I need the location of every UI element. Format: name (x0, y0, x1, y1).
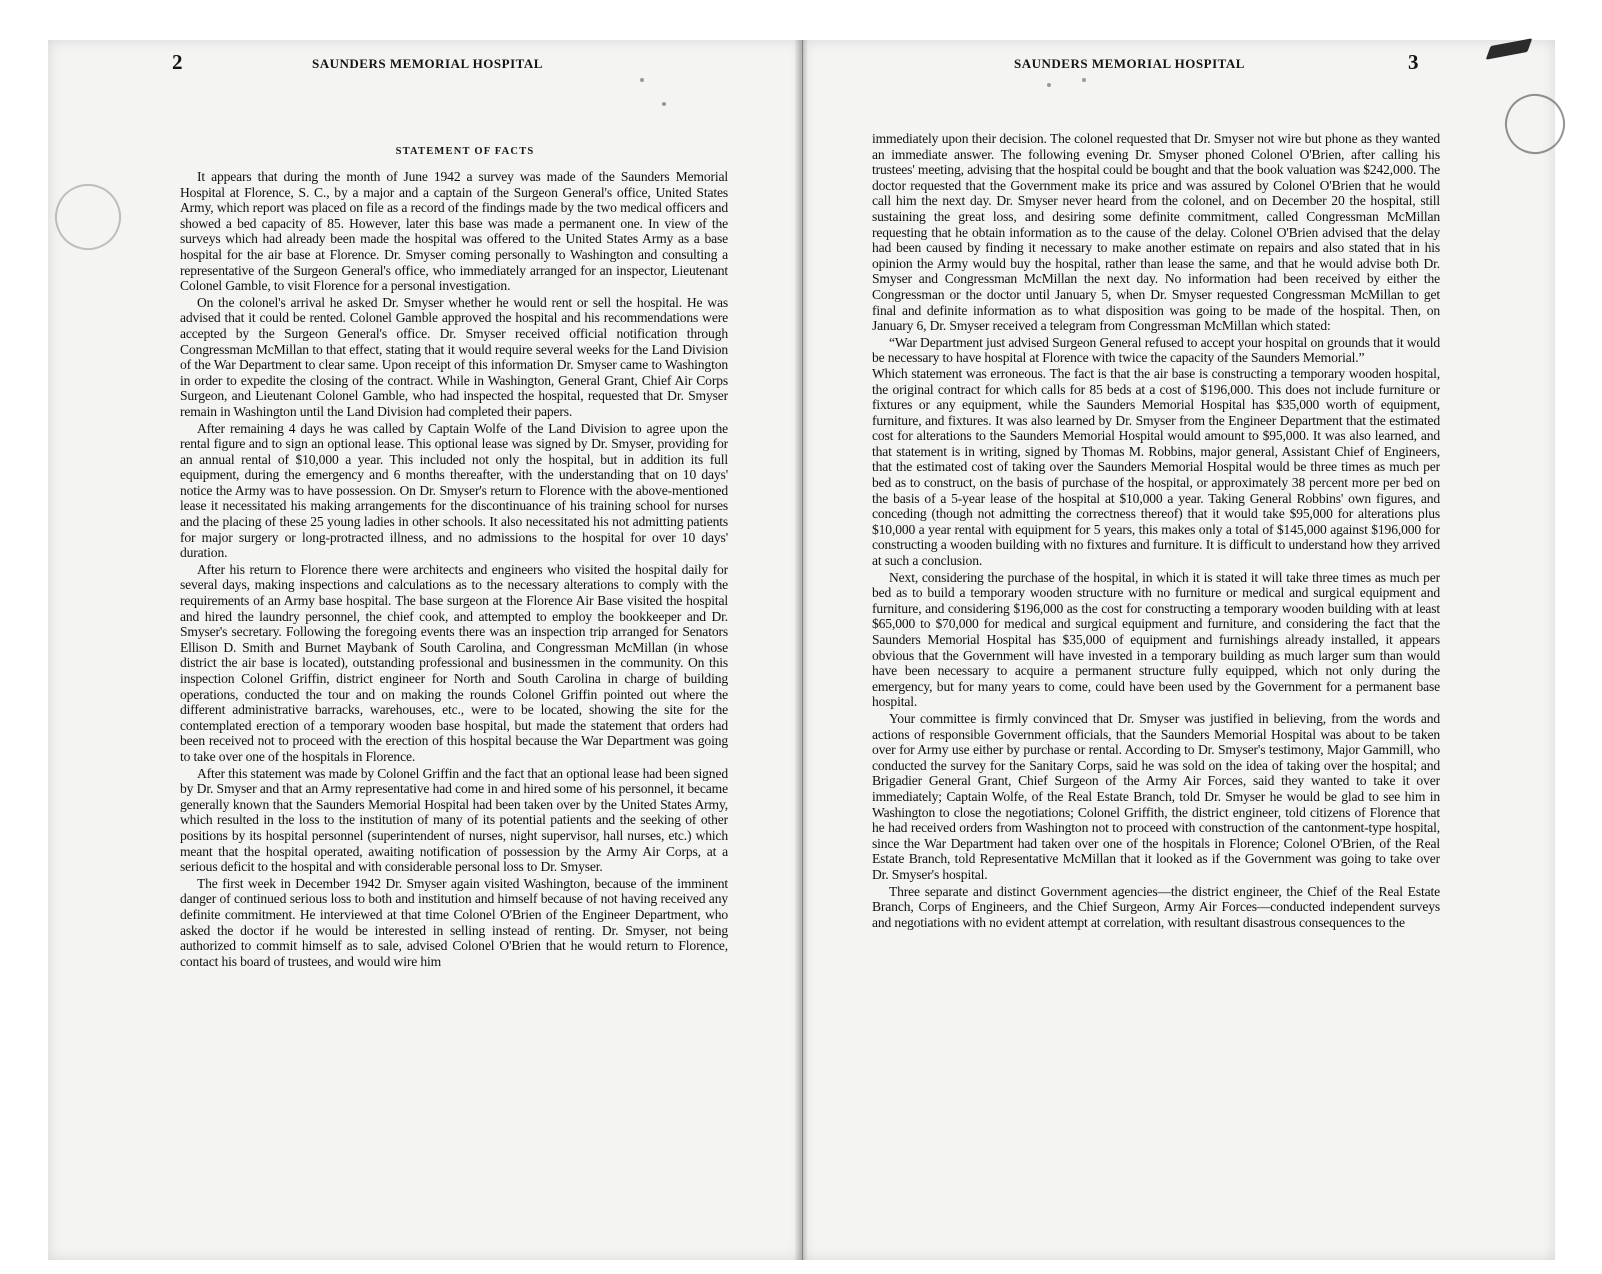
section-heading-text: STATEMENT OF FACTS (395, 146, 535, 157)
paragraph: After his return to Florence there were architects and engineers who visited the hospital daily for several days, making inspections and calculations as to the necessary alterations to comply with the requirements of an Army base hospital. The base surgeon at the Florence Air Base visited the hospital and hired the laundry personnel, the chief cook, and attempted to employ the bookkeeper and Dr. Smyser's secretary. Following the foregoing events there was an inspection trip arranged for Senators Ellison D. Smith and Burnet Maybank of South Carolina, and Congressman McMillan (in whose district the air base is located), outstanding professional and businessmen in the community. On this inspection Colonel Griffin, district engineer for North and South Carolina in charge of building operations, conducted the tour and on making the rounds Colonel Griffin pointed out where the different administrative barracks, warehouses, etc., were to be located, showing the site for the contemplated erection of a temporary wooden base hospital, but made the statement that orders had been received not to proceed with the erection of this hospital because the War Department was going to take over one of the hospitals in Florence. (180, 561, 728, 764)
paragraph: On the colonel's arrival he asked Dr. Smyser whether he would rent or sell the hospital. He was advised that it could be rented. Colonel Gamble approved the hospital and his recommendations were accepted by the Surgeon General's office. Dr. Smyser received official notification through Congressman McMillan to that effect, stating that it would require several weeks for the Land Division of the War Department to clear same. Upon receipt of this information Dr. Smyser came to Washington in order to expedite the closing of the contract. While in Washington, General Grant, Chief Air Corps Surgeon, and Lieutenant Colonel Gamble, who had inspected the hospital, requested that Dr. Smyser remain in Washington until the Land Division had completed their papers. (180, 294, 728, 419)
running-head-right: SAUNDERS MEMORIAL HOSPITAL (1014, 56, 1245, 71)
paragraph: The first week in December 1942 Dr. Smyser again visited Washington, because of the imminent danger of continued serious loss to both and institution and himself because of not having received any definite commitment. He interviewed at that time Colonel O'Brien of the Engineer Department, who asked the doctor if he would be interested in selling instead of renting. Dr. Smyser, not being authorized to commit himself as to sale, advised Colonel O'Brien that he would return to Florence, contact his board of trustees, and would wire him (180, 875, 728, 969)
page-number-right: 3 (1408, 50, 1419, 74)
right-page-body (872, 131, 1440, 931)
staple-hole (1082, 78, 1086, 82)
paragraph: Three separate and distinct Government agencies—the district engineer, the Chief of the Real Estate Branch, Corps of Engineers, and the Chief Surgeon, Army Air Forces—conducted independent surveys and negotiations with no evident attempt at correlation, with resultant disastrous consequences to the (872, 883, 1440, 930)
staple-hole (662, 102, 666, 106)
paragraph: Your committee is firmly convinced that Dr. Smyser was justified in believing, from the words and actions of responsible Government officials, that the Saunders Memorial Hospital was about to be taken over for Army use either by purchase or rental. According to Dr. Smyser's testimony, Major Gammill, who conducted the survey for the Sanitary Corps, said he was sold on the idea of taking over the hospital; and Brigadier General Grant, Chief Surgeon of the Army Air Forces, said they wanted to take it over immediately; Captain Wolfe, of the Real Estate Branch, told Dr. Smyser he would be glad to see him in Washington to close the negotiations; Colonel Griffith, the district engineer, told citizens of Florence that he had received orders from Washington not to proceed with construction of the cantonment-type hospital, since the War Department had taken over one of the hospitals in Florence; Colonel O'Brien, of the Real Estate Branch, told Representative McMillan that it looked as if the Government was going to take over Dr. Smyser's hospital. (872, 710, 1440, 882)
page-number-left: 2 (172, 50, 183, 74)
paragraph: It appears that during the month of June 1942 a survey was made of the Saunders Memorial Hospital at Florence, S. C., by a major and a captain of the Surgeon General's office, United States Army, which report was placed on file as a record of the findings made by the two medical officers and showed a bed capacity of 85. However, later this base was made a permanent one. In view of the surveys which had already been made the hospital was offered to the United States Army as a base hospital for the air base at Florence. Dr. Smyser coming personally to Washington and consulting a representative of the Surgeon General's office, who immediately arranged for an inspector, Lieutenant Colonel Gamble, to visit Florence for a personal investigation. (180, 169, 728, 294)
paragraph: After remaining 4 days he was called by Captain Wolfe of the Land Division to agree upon the rental figure and to sign an optional lease. This optional lease was signed by Dr. Smyser, providing for an annual rental of $10,000 a year. This included not only the hospital, but in addition its full equipment, during the emergency and 6 months thereafter, with the understanding that on 10 days' notice the Army was to have possession. On Dr. Smyser's return to Florence with the above-mentioned lease it necessitated his making arrangements for the discontinuance of his training school for nurses and the placing of these 25 young ladies in other schools. It also necessitated his not admitting patients for major surgery or long-protracted illness, and no admissions to the hospital for over 10 days' duration. (180, 420, 728, 561)
telegram-quote: “War Department just advised Surgeon General refused to accept your hospital on grounds that it would be necessary to have hospital at Florence with twice the capacity of the Saunders Memorial.” (872, 334, 1440, 366)
left-page-body (180, 169, 728, 970)
paragraph: After this statement was made by Colonel Griffin and the fact that an optional lease had been signed by Dr. Smyser and that an Army representative had come in and hired some of his personnel, it became generally known that the Saunders Memorial Hospital had been taken over by the United States Army, which resulted in the loss to the institution of many of its potential patients and the seeking of other positions by its hospital personnel (superintendent of nurses, night supervisor, hall nurses, etc.) which meant that the hospital operated, awaiting notification of possession by the Army Air Corps, at a serious deficit to the hospital and with considerable personal loss to Dr. Smyser. (180, 765, 728, 875)
staple-hole (640, 78, 644, 82)
staple-hole (1047, 83, 1051, 87)
running-head-left: SAUNDERS MEMORIAL HOSPITAL (312, 56, 543, 71)
paragraph-continued: immediately upon their decision. The colonel requested that Dr. Smyser not wire but phone as they wanted an immediate answer. The following evening Dr. Smyser phoned Colonel O'Brien, after calling his trustees' meeting, advising that the hospital could be bought and that the book valuation was $242,000. The doctor requested that the Government make its price and was assured by Colonel O'Brien that he would call him the next day. Dr. Smyser never heard from the colonel, and on December 20 the hospital, still sustaining the great loss, and desiring some definite commitment, called Congressman McMillan requesting that he obtain information as to the cause of the delay. Colonel O'Brien advised that the delay had been caused by finding it necessary to make another estimate on repairs and also stated that in his opinion the Army would buy the hospital, rather than lease the same, and that he would advise both Dr. Smyser and Congressman McMillan the next day. No information had been received by either the Congressman or the doctor until January 5, when Dr. Smyser requested Congressman McMillan to get final and definite information as to what disposition was going to be made of the hospital. Then, on January 6, Dr. Smyser received a telegram from Congressman McMillan which stated: (872, 131, 1440, 334)
section-heading (48, 146, 802, 157)
paragraph: Which statement was erroneous. The fact is that the air base is constructing a temporary wooden hospital, the original contract for which calls for 85 beds at a cost of $196,000. This does not include furniture or fixtures or any equipment, while the Saunders Memorial Hospital has $35,000 worth of equipment, furniture, and fixtures. It was also learned by Dr. Smyser from the Engineer Department that the estimated cost for alterations to the Saunders Memorial Hospital would amount to $95,000. It was also learned, and that statement is in writing, signed by Thomas M. Robbins, major general, Assistant Chief of Engineers, that the estimated cost of taking over the Saunders Memorial Hospital would be three times as much per bed as to construct, on the basis of purchase of the hospital, or approximately 38 percent more per bed on the basis of a 5-year lease of the hospital at $10,000 a year. Taking General Robbins' own figures, and conceding (though not admitting the correctness thereof) that it would take $95,000 for alterations plus $10,000 a year rental with equipment for 5 years, this makes only a total of $145,000 against $196,000 for constructing a wooden building with no fixtures and furniture. It is difficult to understand how they arrived at such a conclusion. (872, 365, 1440, 569)
book-gutter (794, 40, 808, 1260)
paragraph: Next, considering the purchase of the hospital, in which it is stated it will take three times as much per bed as to build a temporary wooden structure with no furniture or medical and surgical equipment and furniture, and considering $196,000 as the cost for constructing a temporary wooden building with at least $65,000 to $70,000 for medical and surgical equipment and furniture, and considering the fact that the Saunders Memorial Hospital has $35,000 of equipment and furnishings already installed, it appears obvious that the Government will have invested in a temporary building as much larger sum than would have been necessary to acquire a permanent structure fully equipped, which not only during the emergency, but for many years to come, could have been used by the Government for a permanent base hospital. (872, 569, 1440, 710)
